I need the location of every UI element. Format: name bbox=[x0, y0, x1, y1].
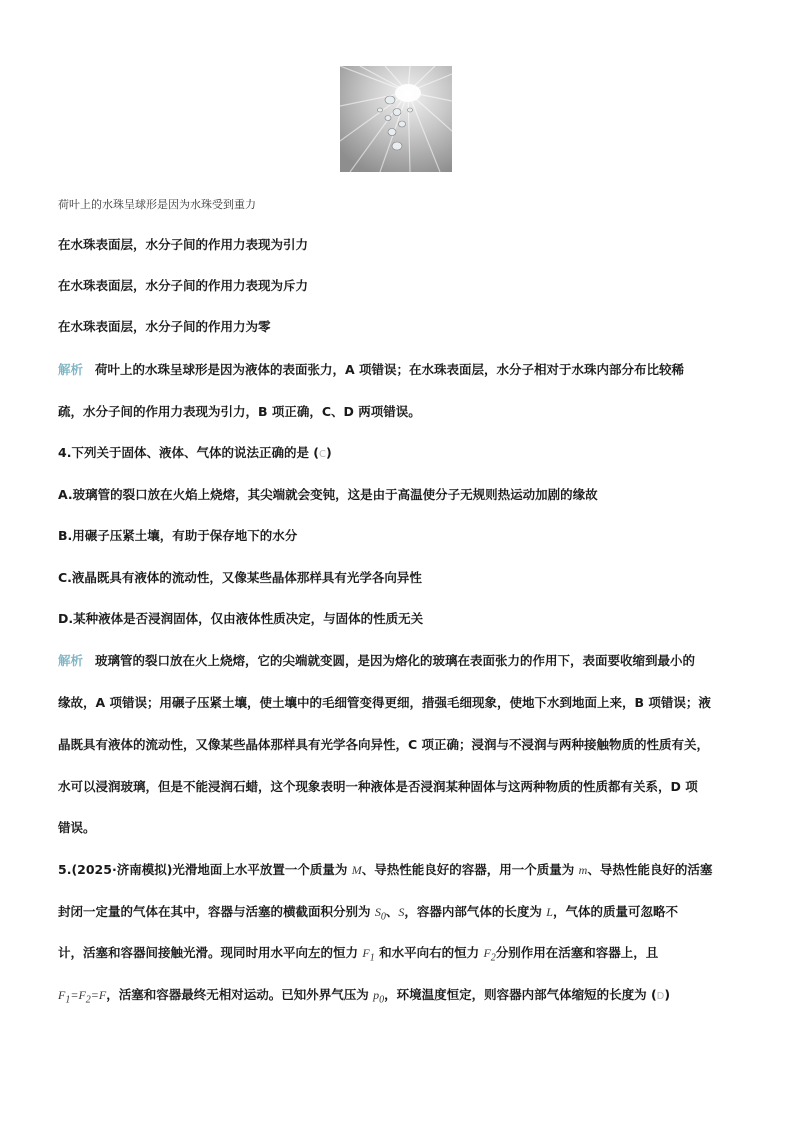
q5-text-1a: 5.(2025·济南模拟)光滑地面上水平放置一个质量为 bbox=[58, 862, 348, 877]
eq-F1-sub: 1 bbox=[65, 994, 71, 1006]
q5-text-3c: 分别作用在活塞和容器上，且 bbox=[495, 945, 659, 960]
force-F2-sub: 2 bbox=[490, 952, 496, 964]
q4-option-c-text: C.液晶既具有液体的流动性，又像某些晶体那样具有光学各向异性 bbox=[58, 570, 422, 585]
q4-stem-end: ) bbox=[326, 445, 332, 460]
water-drops-image bbox=[340, 66, 452, 172]
force-equation bbox=[58, 988, 107, 1006]
q5-text-4f: ，活塞和容器最终无相对运动。已知外界气压为 bbox=[106, 987, 369, 1002]
q3-analysis-tag: 解析 bbox=[58, 362, 84, 377]
force-F2-symbol: F bbox=[483, 946, 491, 960]
length-L: L bbox=[546, 905, 553, 919]
q4-analysis-line-3 bbox=[58, 737, 748, 753]
q4-stem-text: 4.下列关于固体、液体、气体的说法正确的是 ( bbox=[58, 445, 320, 460]
q4-analysis-tag: 解析 bbox=[58, 653, 84, 668]
q3-analysis-text-2: 疏，水分子间的作用力表现为引力，B 项正确，C、D 两项错误。 bbox=[58, 404, 421, 419]
area-S0 bbox=[374, 905, 386, 923]
q5-line-4 bbox=[58, 987, 748, 1008]
q4-option-d bbox=[58, 611, 748, 627]
q4-answer: C bbox=[319, 449, 326, 460]
lotus-leaf-water-drops-photo bbox=[340, 66, 452, 172]
q5-text-3a: 计，活塞和容器间接触光滑。现同时用水平向左的恒力 bbox=[58, 945, 359, 960]
q4-analysis-text-1: 玻璃管的裂口放在火上烧熔，它的尖端就变圆，是因为熔化的玻璃在表面张力的作用下，表面要收缩到最小的 bbox=[95, 653, 696, 668]
force-F2 bbox=[483, 946, 496, 964]
q3-option-d bbox=[58, 319, 748, 335]
eq-F2: =F bbox=[70, 988, 86, 1002]
q4-option-c bbox=[58, 570, 748, 586]
q5-text-4g: ，环境温度恒定，则容器内部气体缩短的长度为 ( bbox=[384, 987, 657, 1002]
area-S0-symbol: S bbox=[374, 905, 381, 919]
q5-text-2b: 、 bbox=[385, 904, 399, 919]
q5-text-2d: ，气体的质量可忽略不 bbox=[552, 904, 678, 919]
q5-text-2a: 封闭一定量的气体在其中，容器与活塞的横截面积分别为 bbox=[58, 904, 371, 919]
q3-option-b-text: 在水珠表面层，水分子间的作用力表现为引力 bbox=[58, 237, 309, 252]
eq-F: =F bbox=[90, 988, 107, 1002]
q4-option-d-text: D.某种液体是否浸润固体，仅由液体性质决定，与固体的性质无关 bbox=[58, 611, 424, 626]
q4-analysis-text-3: 晶既具有液体的流动性，又像某些晶体那样具有光学各向异性，C 项正确；浸润与不浸润与两种接触物质的性质有关， bbox=[58, 737, 710, 752]
q3-analysis-line-2 bbox=[58, 404, 748, 420]
q3-option-c bbox=[58, 278, 748, 294]
q4-analysis-text-2: 缘故，A 项错误；用碾子压紧土壤，使土壤中的毛细管变得更细，措强毛细现象，使地下水到地面上来，B 项错误；液 bbox=[58, 695, 711, 710]
q5-text-1c: 、导热性能良好的活塞 bbox=[587, 862, 713, 877]
q3-option-a bbox=[58, 196, 748, 213]
pressure-p0-sub: 0 bbox=[379, 994, 385, 1006]
force-F1 bbox=[362, 946, 375, 964]
area-S0-sub: 0 bbox=[380, 911, 386, 923]
mass-M: M bbox=[351, 863, 362, 877]
pressure-p0-symbol: p bbox=[373, 988, 380, 1002]
pressure-p0 bbox=[373, 988, 385, 1006]
eq-F2-sub: 2 bbox=[85, 994, 91, 1006]
force-F1-symbol: F bbox=[362, 946, 370, 960]
q5-text-1b: 、导热性能良好的容器，用一个质量为 bbox=[361, 862, 575, 877]
q5-line-2 bbox=[58, 904, 748, 925]
q4-option-b bbox=[58, 528, 748, 544]
q4-option-b-text: B.用碾子压紧土壤，有助于保存地下的水分 bbox=[58, 528, 298, 543]
q3-option-b bbox=[58, 237, 748, 253]
q5-text-2c: ，容器内部气体的长度为 bbox=[404, 904, 542, 919]
q3-analysis-text-1: 荷叶上的水珠呈球形是因为液体的表面张力，A 项错误；在水珠表面层，水分子相对于水珠内部分布比较稀 bbox=[95, 362, 685, 377]
q4-analysis-line-2 bbox=[58, 695, 748, 711]
q3-analysis-line-1 bbox=[58, 362, 748, 378]
q4-stem bbox=[58, 445, 748, 463]
q5-text-3b: 和水平向右的恒力 bbox=[379, 945, 480, 960]
q5-text-4h: ) bbox=[664, 987, 671, 1002]
q4-analysis-text-4: 水可以浸润玻璃，但是不能浸润石蜡，这个现象表明一种液体是否浸润某种固体与这两种物质的性质都有关系，D 项 bbox=[58, 779, 698, 794]
force-F1-sub: 1 bbox=[369, 952, 375, 964]
eq-F1: F bbox=[58, 988, 66, 1002]
q3-option-c-text: 在水珠表面层，水分子间的作用力表现为斥力 bbox=[58, 278, 309, 293]
q4-option-a-text: A.玻璃管的裂口放在火焰上烧熔，其尖端就会变钝，这是由于高温使分子无规则热运动加剧的缘故 bbox=[58, 487, 598, 502]
area-S: S bbox=[398, 905, 405, 919]
q5-answer: D bbox=[656, 991, 665, 1002]
q4-analysis-text-5: 错误。 bbox=[58, 820, 96, 835]
q3-option-a-text: 荷叶上的水珠呈球形是因为水珠受到重力 bbox=[58, 199, 256, 211]
q4-analysis-line-4 bbox=[58, 779, 748, 795]
q5-line-3 bbox=[58, 945, 748, 966]
q3-option-d-text: 在水珠表面层，水分子间的作用力为零 bbox=[58, 319, 271, 334]
q4-option-a bbox=[58, 487, 748, 503]
q4-analysis-line-5 bbox=[58, 820, 748, 836]
mass-m: m bbox=[578, 863, 588, 877]
q4-analysis-line-1 bbox=[58, 653, 748, 669]
q5-line-1 bbox=[58, 862, 748, 878]
